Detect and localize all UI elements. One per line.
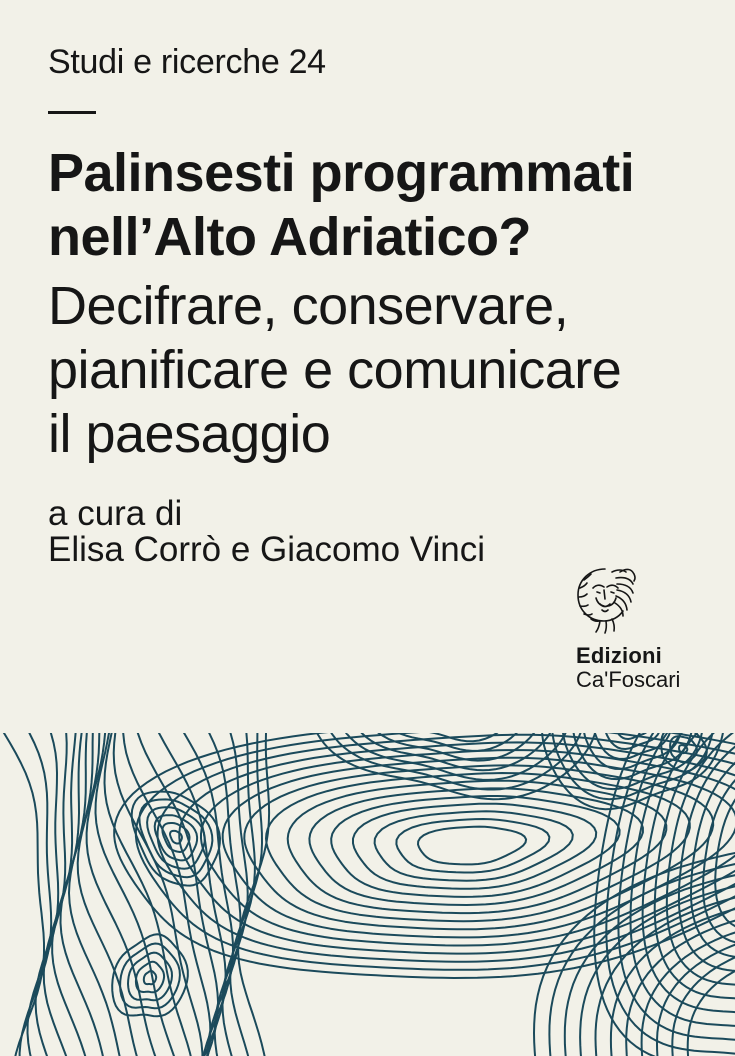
- book-title: [48, 141, 634, 269]
- publisher-block: [570, 566, 681, 692]
- series-label: Studi e ricerche 24: [48, 43, 326, 81]
- book-subtitle: [48, 274, 621, 466]
- title-line-1: Palinsesti programmati: [48, 143, 635, 203]
- subtitle-line-3: il paesaggio: [48, 404, 331, 464]
- publisher-name-line-2: Ca'Foscari: [576, 666, 681, 692]
- subtitle-line-1: Decifrare, conservare,: [48, 276, 569, 336]
- subtitle-line-2: pianificare e comunicare: [48, 340, 622, 400]
- contour-lines: [0, 733, 735, 1056]
- curator-block: [48, 496, 485, 568]
- publisher-name: [576, 644, 680, 691]
- contour-pattern: [0, 733, 735, 1056]
- curator-names: Elisa Corrò e Giacomo Vinci: [48, 530, 486, 569]
- winged-lion-icon: [572, 566, 638, 640]
- title-line-2: nell’Alto Adriatico?: [48, 207, 532, 267]
- divider-dash: [48, 111, 96, 114]
- curator-prefix: a cura di: [48, 494, 183, 533]
- publisher-name-line-1: Edizioni: [576, 643, 662, 668]
